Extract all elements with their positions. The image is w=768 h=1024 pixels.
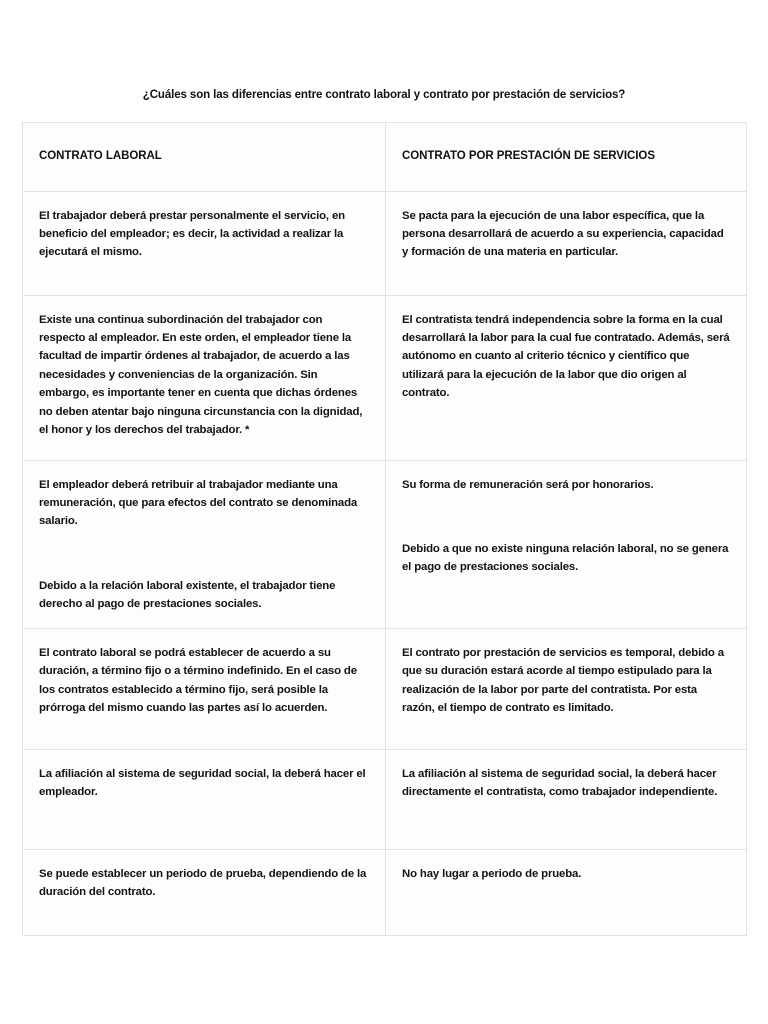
table-cell-right [386, 749, 747, 849]
cell-paragraph: Se puede establecer un periodo de prueba, dependiendo de la duración del contrato. [39, 867, 367, 899]
cell-text-right [386, 850, 746, 935]
table-body [23, 191, 747, 935]
table-row [23, 849, 747, 935]
table-cell-left [23, 628, 386, 749]
table-header [23, 123, 747, 192]
table-cell-right [386, 295, 747, 460]
cell-text-left [23, 850, 385, 935]
cell-text-right [386, 461, 746, 626]
cell-paragraph: El empleador deberá retribuir al trabajador mediante una remuneración, que para efectos del contrato se denominada salario. [39, 478, 358, 528]
cell-paragraph: Debido a que no existe ninguna relación laboral, no se genera el pago de prestaciones sociales. [402, 542, 729, 574]
cell-paragraph: Su forma de remuneración será por honorarios. [402, 478, 654, 491]
column-header-contrato-prestacion-servicios [386, 123, 747, 192]
cell-paragraph: Debido a la relación laboral existente, el trabajador tiene derecho al pago de prestaciones sociales. [39, 579, 336, 611]
page-title: ¿Cuáles son las diferencias entre contrato laboral y contrato por prestación de servicios? [142, 89, 626, 101]
cell-text-left [23, 461, 385, 628]
cell-text-right [386, 750, 746, 849]
cell-text-right [386, 629, 746, 749]
cell-paragraph: El trabajador deberá prestar personalmente el servicio, en beneficio del empleador; es decir, la actividad a realizar la ejecutará el mismo. [39, 209, 345, 259]
comparison-table [22, 122, 747, 936]
table-cell-right [386, 460, 747, 628]
cell-paragraph: Se pacta para la ejecución de una labor específica, que la persona desarrollará de acuerdo a su experiencia, capacidad y formación de una materia en particular. [402, 209, 724, 259]
table-row [23, 749, 747, 849]
table-cell-left [23, 460, 386, 628]
table-cell-left [23, 849, 386, 935]
table-cell-left [23, 749, 386, 849]
cell-paragraph: La afiliación al sistema de seguridad social, la deberá hacer directamente el contratista, como trabajador independiente. [402, 767, 718, 799]
table-cell-right [386, 191, 747, 295]
cell-text-left [23, 750, 385, 849]
cell-text-left [23, 296, 385, 460]
cell-paragraph: El contrato por prestación de servicios es temporal, debido a que su duración estará acorde al tiempo estipulado para la realización de la labor por parte del contratista. Por esta razón, el tiempo de contrato es limitado. [402, 646, 724, 715]
cell-paragraph: Existe una continua subordinación del trabajador con respecto al empleador. En este orden, el empleador tiene la facultad de impartir órdenes al trabajador, de acuerdo a las necesidades y conveniencias de la organización. Sin embargo, es importante tener en cuenta que dichas órdenes no deben atentar bajo ninguna circunstancia con la dignidad, el honor y los derechos del trabajador. * [39, 313, 363, 437]
column-header-label-right: CONTRATO POR PRESTACIÓN DE SERVICIOS [402, 150, 655, 162]
cell-text-right [386, 192, 746, 295]
cell-paragraph: El contrato laboral se podrá establecer de acuerdo a su duración, a término fijo o a término indefinido. En el caso de los contratos establecido a término fijo, será posible la prórroga del mismo cuando las partes así lo acuerden. [39, 646, 357, 715]
column-header-contrato-laboral [23, 123, 386, 192]
table-row [23, 295, 747, 460]
table-cell-right [386, 628, 747, 749]
cell-paragraph: El contratista tendrá independencia sobre la forma en la cual desarrollará la labor para la cual fue contratado. Además, será autónomo en cuanto al criterio técnico y científico que utilizará para la ejecución de la labor que dio origen al contrato. [402, 313, 730, 400]
table-cell-left [23, 191, 386, 295]
table-row [23, 460, 747, 628]
cell-text-left [23, 629, 385, 749]
table-row [23, 628, 747, 749]
cell-paragraph: La afiliación al sistema de seguridad social, la deberá hacer el empleador. [39, 767, 366, 799]
cell-paragraph: No hay lugar a periodo de prueba. [402, 867, 582, 880]
cell-text-left [23, 192, 385, 295]
table-cell-right [386, 849, 747, 935]
column-header-label-left: CONTRATO LABORAL [39, 150, 162, 162]
table-header-row [23, 123, 747, 192]
cell-text-right [386, 296, 746, 460]
table-row [23, 191, 747, 295]
table-cell-left [23, 295, 386, 460]
